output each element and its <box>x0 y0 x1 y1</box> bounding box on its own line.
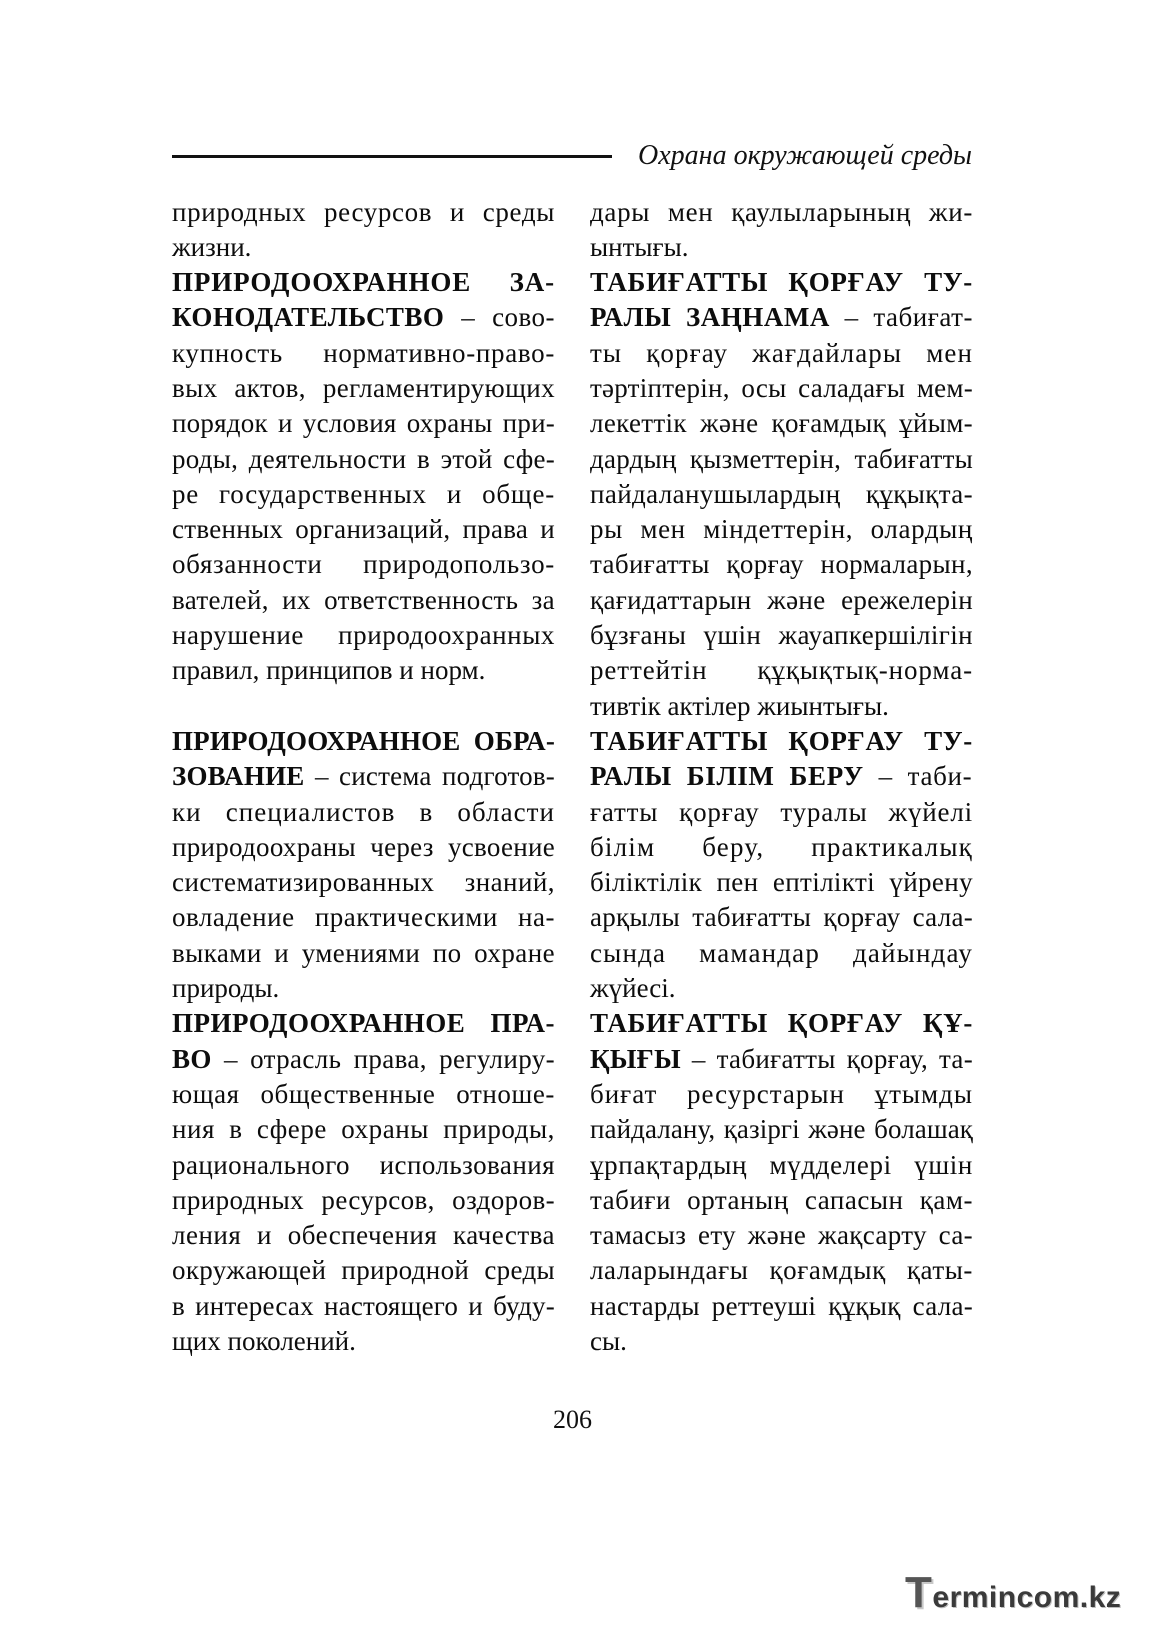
dictionary-entry <box>172 724 555 1006</box>
line-content <box>172 759 555 794</box>
line-content <box>590 477 973 512</box>
line-text: дары мен қаулыларының жи- <box>590 196 973 227</box>
entry-term: КОНОДАТЕЛЬСТВО <box>172 302 445 333</box>
line-content <box>590 1006 973 1041</box>
dictionary-entry <box>172 265 555 689</box>
line-text: ғатты қорғау туралы жүйелі <box>590 796 973 827</box>
line-content <box>590 1077 973 1112</box>
text-line <box>590 1042 973 1077</box>
text-line <box>590 1077 973 1112</box>
line-content <box>590 618 973 653</box>
line-content <box>590 406 973 441</box>
dictionary-entry <box>590 265 973 724</box>
text-line <box>172 971 555 1006</box>
text-line <box>172 1218 555 1253</box>
line-content <box>590 830 973 865</box>
line-content <box>590 1253 973 1288</box>
line-text: табиғи ортаның сапасын қам- <box>590 1184 973 1215</box>
line-content <box>590 759 972 794</box>
line-text: арқылы табиғатты қорғау сала- <box>590 902 973 933</box>
line-content <box>590 195 973 230</box>
text-line <box>590 724 973 759</box>
line-text: ре государственных и обще- <box>172 478 555 509</box>
line-content <box>590 371 973 406</box>
line-content <box>172 724 555 759</box>
entry-term: ПРИРОДООХРАННОЕ ОБРА- <box>172 725 555 756</box>
text-line <box>172 195 555 230</box>
line-text: дардың қызметтерін, табиғатты <box>590 443 973 474</box>
text-line <box>590 265 973 300</box>
text-line <box>590 830 973 865</box>
text-line <box>172 900 555 935</box>
line-content <box>172 936 555 971</box>
line-text: роды, деятельности в этой сфе- <box>172 443 555 474</box>
line-content <box>172 477 555 512</box>
text-line <box>172 547 555 582</box>
line-text: настарды реттеуші құқық сала- <box>590 1290 973 1321</box>
line-content <box>590 936 973 971</box>
line-text: природных ресурсов, оздоров- <box>172 1184 555 1215</box>
line-text: тәртіптерін, осы саладағы мем- <box>590 372 973 403</box>
line-content <box>590 230 689 265</box>
line-content <box>172 830 555 865</box>
text-line <box>590 230 973 265</box>
line-text: систематизированных знаний, <box>172 867 555 898</box>
line-text: правил, принципов и норм. <box>172 655 486 686</box>
line-content <box>172 1324 356 1359</box>
line-text: купность нормативно-право- <box>172 337 555 368</box>
line-text: қағидаттарын және ережелерін <box>590 584 973 615</box>
line-content <box>172 865 555 900</box>
text-line <box>590 442 973 477</box>
line-content <box>590 442 973 477</box>
line-text: сында мамандар дайындау <box>590 937 973 968</box>
text-line <box>172 583 555 618</box>
line-text: жизни. <box>172 231 252 262</box>
line-content <box>172 653 485 688</box>
text-line <box>172 936 555 971</box>
text-line <box>590 371 973 406</box>
text-line <box>590 1006 973 1041</box>
line-content <box>590 971 676 1006</box>
text-line <box>172 477 555 512</box>
line-text: обязанности природопользо- <box>172 549 555 580</box>
line-text: – отрасль права, регулиру- <box>211 1043 555 1074</box>
line-content <box>172 406 555 441</box>
line-text: реттейтін құқықтық-норма- <box>590 655 973 686</box>
line-content <box>172 512 555 547</box>
line-content <box>172 795 555 830</box>
text-line <box>590 1112 973 1147</box>
text-line <box>172 265 555 300</box>
entry-term: ЗОВАНИЕ <box>172 761 305 792</box>
line-text: вых актов, регламентирующих <box>172 372 555 403</box>
line-text: – система подготов- <box>304 761 555 792</box>
text-line <box>172 1324 555 1359</box>
line-content <box>172 300 555 335</box>
line-text: порядок и условия охраны при- <box>172 408 555 439</box>
line-content <box>590 689 889 724</box>
entry-continuation <box>590 195 973 266</box>
text-line <box>172 1077 555 1112</box>
text-line <box>590 1324 973 1359</box>
line-text: ния в сфере охраны природы, <box>172 1114 555 1145</box>
text-line <box>172 1148 555 1183</box>
line-content <box>172 265 555 300</box>
text-line <box>590 795 973 830</box>
entry-term: ПРИРОДООХРАННОЕ ЗА- <box>172 267 555 298</box>
line-text: – табиғат- <box>829 302 973 333</box>
text-line <box>172 371 555 406</box>
text-line <box>172 1253 555 1288</box>
line-content <box>172 1077 555 1112</box>
dictionary-entry <box>172 1006 555 1359</box>
line-text: ынтығы. <box>590 231 689 262</box>
text-line <box>590 1253 973 1288</box>
line-text: табиғатты қорғау нормаларын, <box>590 549 973 580</box>
text-line <box>590 1218 973 1253</box>
text-line <box>172 1183 555 1218</box>
line-text: пайдалану, қазіргі және болашақ <box>590 1114 973 1145</box>
line-text: – таби- <box>863 761 973 792</box>
text-line <box>590 865 973 900</box>
line-text: – табиғатты қорғау, та- <box>680 1043 974 1074</box>
line-text: ки специалистов в области <box>172 796 555 827</box>
line-text: – сово- <box>444 302 555 333</box>
text-line <box>590 971 973 1006</box>
text-line <box>172 618 555 653</box>
line-content <box>590 1042 973 1077</box>
line-content <box>172 618 555 653</box>
line-content <box>590 900 973 935</box>
line-text: тамасыз ету және жақсарту са- <box>590 1220 973 1251</box>
text-line <box>590 759 973 794</box>
entry-continuation <box>172 195 555 266</box>
line-content <box>590 795 973 830</box>
dictionary-entry <box>590 1006 973 1359</box>
line-text: лаларындағы қоғамдық қаты- <box>590 1255 973 1286</box>
line-content <box>172 1289 555 1324</box>
line-text: овладение практическими на- <box>172 902 555 933</box>
text-line <box>172 1006 555 1041</box>
line-content <box>172 1042 555 1077</box>
text-line <box>172 442 555 477</box>
text-line <box>590 618 973 653</box>
line-content <box>590 1112 973 1147</box>
text-line <box>172 724 555 759</box>
line-content <box>172 442 555 477</box>
entry-term: РАЛЫ БІЛІМ БЕРУ <box>590 761 864 792</box>
entry-term: ВО <box>172 1043 212 1074</box>
text-line <box>590 1183 973 1218</box>
text-line <box>590 653 973 688</box>
text-line <box>172 865 555 900</box>
entry-term: РАЛЫ ЗАҢНАМА <box>590 302 830 333</box>
line-content <box>590 265 973 300</box>
text-line <box>172 1112 555 1147</box>
line-text: природных ресурсов и среды <box>172 196 555 227</box>
line-text: рационального использования <box>172 1149 555 1180</box>
line-text: ления и обеспечения качества <box>172 1220 555 1251</box>
text-line <box>172 1042 555 1077</box>
line-text: в интересах настоящего и буду- <box>172 1290 555 1321</box>
text-line <box>590 406 973 441</box>
header-rule <box>172 155 612 158</box>
line-content <box>172 230 251 265</box>
line-content <box>172 971 279 1006</box>
line-content <box>590 1218 973 1253</box>
line-content <box>590 512 973 547</box>
line-text: природы. <box>172 973 280 1004</box>
line-content <box>590 300 973 335</box>
line-text: пайдаланушылардың құқықта- <box>590 478 973 509</box>
text-line <box>590 512 973 547</box>
entry-term: ТАБИҒАТТЫ ҚОРҒАУ ТУ- <box>590 267 973 298</box>
line-content <box>172 547 555 582</box>
right-column <box>590 195 973 1360</box>
line-content <box>172 336 555 371</box>
line-content <box>590 1324 627 1359</box>
text-line <box>172 512 555 547</box>
line-content <box>172 1112 555 1147</box>
text-line <box>172 336 555 371</box>
text-line <box>172 1289 555 1324</box>
text-line <box>172 759 555 794</box>
text-line <box>172 653 555 688</box>
line-content <box>590 336 973 371</box>
line-content <box>590 1289 973 1324</box>
line-content <box>590 1148 973 1183</box>
line-content <box>590 653 973 688</box>
line-text: вателей, их ответственность за <box>172 584 555 615</box>
line-text: жүйесі. <box>590 973 676 1004</box>
text-line <box>172 300 555 335</box>
text-line <box>590 300 973 335</box>
text-line <box>590 336 973 371</box>
entry-term: ПРИРОДООХРАННОЕ ПРА- <box>172 1008 555 1039</box>
text-line <box>172 830 555 865</box>
line-content <box>172 371 555 406</box>
entry-term: ТАБИҒАТТЫ ҚОРҒАУ ТУ- <box>590 725 973 756</box>
line-text: ющая общественные отноше- <box>172 1078 555 1109</box>
line-text: білім беру, практикалық <box>590 831 973 862</box>
text-line <box>590 477 973 512</box>
text-line <box>590 583 973 618</box>
left-column <box>172 195 555 1360</box>
text-line <box>590 689 973 724</box>
line-content <box>590 547 973 582</box>
text-line <box>590 547 973 582</box>
dictionary-entry <box>590 724 973 1006</box>
line-content <box>590 865 973 900</box>
text-line <box>590 1148 973 1183</box>
line-text: нарушение природоохранных <box>172 620 555 651</box>
line-text: природоохраны через усвоение <box>172 831 555 862</box>
line-content <box>172 195 555 230</box>
site-watermark: Termincom.kz <box>905 1568 1122 1617</box>
line-content <box>172 900 555 935</box>
line-content <box>172 1148 555 1183</box>
text-line <box>590 936 973 971</box>
line-text: сы. <box>590 1326 627 1356</box>
line-text: тивтік актілер жиынтығы. <box>590 690 889 721</box>
line-text: ұрпақтардың мүдделері үшін <box>590 1149 973 1180</box>
entry-term: ТАБИҒАТТЫ ҚОРҒАУ ҚҰ- <box>590 1008 973 1039</box>
page-number: 206 <box>553 1405 592 1434</box>
line-content <box>590 1183 973 1218</box>
entry-term: ҚЫҒЫ <box>590 1043 681 1074</box>
line-content <box>172 1253 555 1288</box>
line-text: лекеттік және қоғамдық ұйым- <box>590 408 973 439</box>
line-content <box>172 1183 555 1218</box>
line-content <box>590 583 973 618</box>
line-content <box>172 1218 555 1253</box>
text-line <box>172 795 555 830</box>
text-line <box>172 230 555 265</box>
line-text: ры мен міндеттерін, олардың <box>590 514 973 545</box>
line-text: щих поколений. <box>172 1326 356 1356</box>
line-text: ты қорғау жағдайлары мен <box>590 337 973 368</box>
line-text: окружающей природной среды <box>172 1255 555 1286</box>
line-text: біліктілік пен ептілікті үйрену <box>590 867 973 898</box>
text-line <box>590 195 973 230</box>
text-line <box>590 900 973 935</box>
text-line <box>172 406 555 441</box>
line-text: выками и умениями по охране <box>172 937 555 968</box>
line-content <box>172 1006 555 1041</box>
line-text: ственных организаций, права и <box>172 514 555 545</box>
line-content <box>590 724 973 759</box>
line-content <box>172 583 555 618</box>
running-header: Охрана окружающей среды <box>638 140 972 171</box>
text-line <box>590 1289 973 1324</box>
line-text: биғат ресурстарын ұтымды <box>590 1078 973 1109</box>
line-text: бұзғаны үшін жауапкершілігін <box>590 620 973 651</box>
